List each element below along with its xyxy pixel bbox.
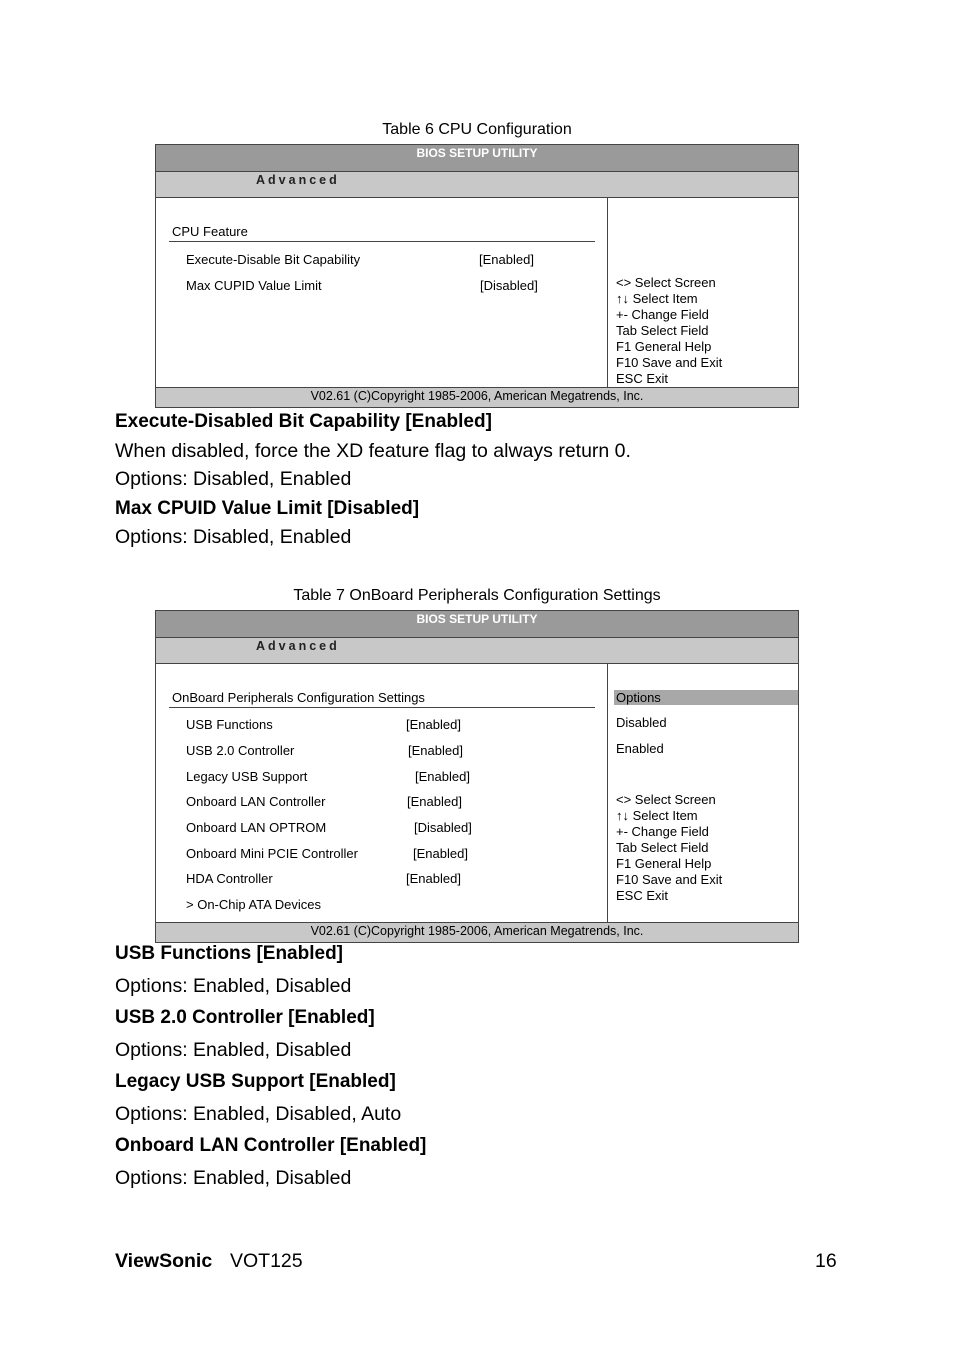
setting-value-mini-pcie[interactable]: [Enabled] — [413, 846, 468, 861]
help-line: ESC Exit — [616, 371, 669, 386]
heading-execute-disabled: Execute-Disabled Bit Capability [Enabled] — [115, 411, 492, 432]
bios-tab-bar — [156, 638, 798, 664]
setting-label-legacy-usb[interactable]: Legacy USB Support — [186, 769, 308, 784]
bios-title: BIOS SETUP UTILITY — [156, 611, 798, 638]
footer-brand: ViewSonic — [115, 1250, 213, 1272]
paragraph: Options: Enabled, Disabled — [115, 1039, 352, 1061]
tab-advanced[interactable]: Advanced — [256, 639, 340, 653]
help-line: <> Select Screen — [616, 275, 716, 290]
heading-lan-controller: Onboard LAN Controller [Enabled] — [115, 1135, 427, 1156]
options-header: Options — [614, 690, 798, 705]
bios-tab-bar — [156, 172, 798, 198]
help-line: ESC Exit — [616, 888, 669, 903]
paragraph: Options: Enabled, Disabled — [115, 1167, 352, 1189]
setting-label-mini-pcie[interactable]: Onboard Mini PCIE Controller — [186, 846, 358, 861]
panel-divider — [607, 198, 608, 387]
help-line: Tab Select Field — [616, 840, 709, 855]
help-line: ↑↓ Select Item — [616, 291, 698, 306]
setting-value-usb-functions[interactable]: [Enabled] — [406, 717, 461, 732]
section-title: OnBoard Peripherals Configuration Settings — [172, 690, 425, 705]
setting-value-legacy-usb[interactable]: [Enabled] — [415, 769, 470, 784]
paragraph: Options: Disabled, Enabled — [115, 526, 352, 548]
bios-copyright-footer: V02.61 (C)Copyright 1985-2006, American Megatrends, Inc. — [156, 922, 798, 942]
key-help — [616, 792, 722, 904]
setting-label-usb20-controller[interactable]: USB 2.0 Controller — [186, 743, 295, 758]
heading-usb20-controller: USB 2.0 Controller [Enabled] — [115, 1007, 375, 1028]
footer-model: VOT125 — [230, 1250, 303, 1272]
table6-caption: Table 6 CPU Configuration — [382, 121, 572, 138]
help-line: +- Change Field — [616, 307, 709, 322]
setting-label-max-cpuid[interactable]: Max CUPID Value Limit — [186, 278, 322, 293]
section-rule — [169, 241, 595, 242]
help-line: F10 Save and Exit — [616, 872, 723, 887]
submenu-on-chip-ata[interactable]: > On-Chip ATA Devices — [186, 897, 321, 912]
bios-copyright-footer: V02.61 (C)Copyright 1985-2006, American Megatrends, Inc. — [156, 387, 798, 407]
paragraph: Options: Disabled, Enabled — [115, 468, 352, 490]
setting-label-usb-functions[interactable]: USB Functions — [186, 717, 273, 732]
help-line: Tab Select Field — [616, 323, 709, 338]
bios-title: BIOS SETUP UTILITY — [156, 145, 798, 172]
help-line: +- Change Field — [616, 824, 709, 839]
setting-label-hda-controller[interactable]: HDA Controller — [186, 871, 273, 886]
setting-value-execute-disable[interactable]: [Enabled] — [479, 252, 534, 267]
heading-usb-functions: USB Functions [Enabled] — [115, 943, 343, 964]
key-help — [616, 275, 722, 387]
bios-screen-cpu-config — [155, 144, 799, 408]
bios-screen-onboard-peripherals — [155, 610, 799, 943]
table7-caption: Table 7 OnBoard Peripherals Configuration Settings — [293, 587, 661, 604]
option-disabled[interactable]: Disabled — [616, 715, 667, 730]
section-rule — [169, 707, 595, 708]
setting-label-execute-disable[interactable]: Execute-Disable Bit Capability — [186, 252, 361, 267]
tab-advanced[interactable]: Advanced — [256, 173, 340, 187]
setting-value-hda-controller[interactable]: [Enabled] — [406, 871, 461, 886]
setting-value-usb20-controller[interactable]: [Enabled] — [408, 743, 463, 758]
paragraph: Options: Enabled, Disabled, Auto — [115, 1103, 402, 1125]
setting-value-max-cpuid[interactable]: [Disabled] — [480, 278, 538, 293]
setting-label-lan-optrom[interactable]: Onboard LAN OPTROM — [186, 820, 327, 835]
heading-max-cpuid: Max CPUID Value Limit [Disabled] — [115, 498, 420, 519]
option-enabled[interactable]: Enabled — [616, 741, 664, 756]
section-title: CPU Feature — [172, 224, 248, 239]
help-line: F10 Save and Exit — [616, 355, 723, 370]
page-number: 16 — [815, 1250, 837, 1272]
help-line: F1 General Help — [616, 856, 712, 871]
help-line: F1 General Help — [616, 339, 712, 354]
paragraph: When disabled, force the XD feature flag to always return 0. — [115, 440, 631, 462]
setting-value-lan-optrom[interactable]: [Disabled] — [414, 820, 472, 835]
heading-legacy-usb: Legacy USB Support [Enabled] — [115, 1071, 396, 1092]
help-line: <> Select Screen — [616, 792, 716, 807]
panel-divider — [607, 664, 608, 922]
setting-value-lan-controller[interactable]: [Enabled] — [407, 794, 462, 809]
setting-label-lan-controller[interactable]: Onboard LAN Controller — [186, 794, 326, 809]
paragraph: Options: Enabled, Disabled — [115, 975, 352, 997]
help-line: ↑↓ Select Item — [616, 808, 698, 823]
